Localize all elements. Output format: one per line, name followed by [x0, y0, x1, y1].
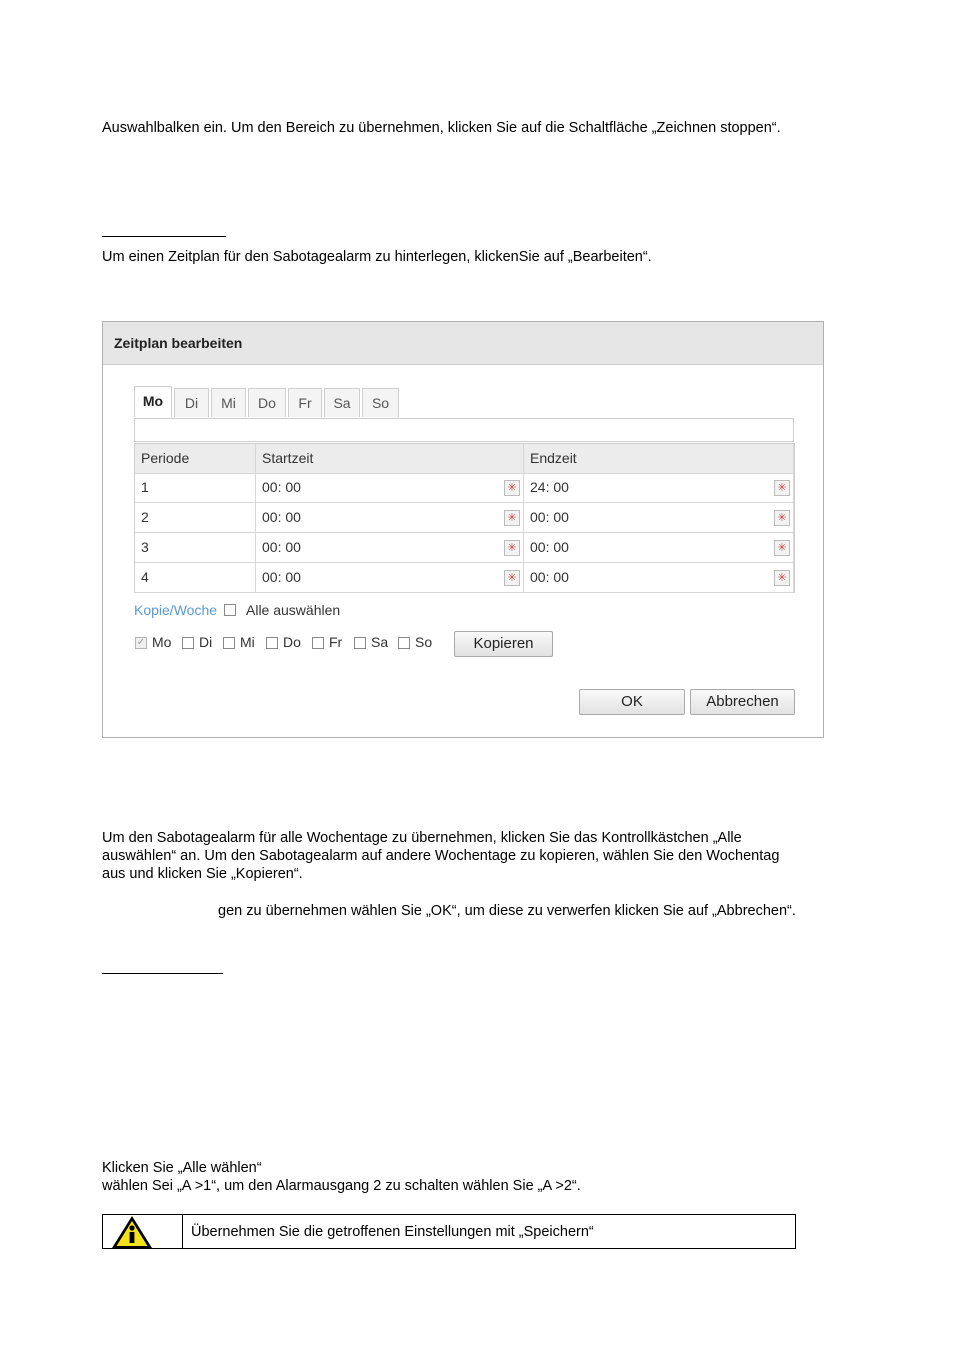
end-time-field[interactable]: 00: 00	[524, 503, 794, 533]
checkbox-label-do: Do	[283, 634, 301, 650]
time-picker-icon[interactable]: ✳	[774, 480, 790, 496]
tab-fr[interactable]: Fr	[288, 388, 322, 417]
paragraph-copy-line2: auswählen“ an. Um den Sabotagealarm auf andere Wochentage zu kopieren, wählen Sie den Wochentag	[102, 848, 780, 864]
cancel-button[interactable]: Abbrechen	[690, 689, 795, 715]
checkbox-label-so: So	[415, 634, 433, 650]
checkbox-label-di: Di	[199, 634, 213, 650]
start-time-field[interactable]: 00: 00	[256, 563, 524, 593]
select-all-checkbox[interactable]	[224, 604, 236, 616]
paragraph-copy-line1: Um den Sabotagealarm für alle Wochentage zu übernehmen, klicken Sie das Kontrollkästchen „Alle	[102, 830, 742, 846]
time-picker-icon[interactable]: ✳	[774, 540, 790, 556]
time-picker-icon[interactable]: ✳	[774, 570, 790, 586]
paragraph-alarm-line2: wählen Sei „A >1“, um den Alarmausgang 2 zu schalten wählen Sie „A >2“.	[102, 1178, 581, 1194]
tab-mi[interactable]: Mi	[211, 388, 246, 417]
tab-panel	[134, 418, 794, 442]
checkbox-do[interactable]	[266, 637, 278, 649]
period-cell: 4	[135, 563, 256, 593]
schedule-table	[134, 443, 795, 593]
end-time-field[interactable]: 00: 00	[524, 533, 794, 563]
select-all-label: Alle auswählen	[246, 602, 341, 618]
time-picker-icon[interactable]: ✳	[504, 570, 520, 586]
info-box	[102, 1214, 796, 1249]
checkbox-sa[interactable]	[354, 637, 366, 649]
time-picker-icon[interactable]: ✳	[774, 510, 790, 526]
checkbox-label-sa: Sa	[371, 634, 389, 650]
column-header-endzeit: Endzeit	[524, 444, 794, 474]
copy-button[interactable]: Kopieren	[454, 631, 553, 657]
copy-week-link[interactable]: Kopie/Woche	[134, 602, 218, 618]
period-cell: 3	[135, 533, 256, 563]
end-time-field[interactable]: 00: 00	[524, 563, 794, 593]
paragraph-alarm-line1: Klicken Sie „Alle wählen“	[102, 1160, 262, 1176]
tab-so[interactable]: So	[362, 388, 399, 417]
schedule-dialog	[102, 321, 824, 738]
tab-do[interactable]: Do	[248, 388, 286, 417]
time-picker-icon[interactable]: ✳	[504, 510, 520, 526]
end-time-field[interactable]: 24: 00	[524, 473, 794, 503]
tab-di[interactable]: Di	[174, 388, 209, 417]
column-header-periode: Periode	[135, 444, 256, 474]
period-cell: 1	[135, 473, 256, 503]
period-cell: 2	[135, 503, 256, 533]
time-picker-icon[interactable]: ✳	[504, 480, 520, 496]
tab-mo[interactable]: Mo	[134, 386, 172, 417]
paragraph-schedule-intro: Um einen Zeitplan für den Sabotagealarm zu hinterlegen, klickenSie auf „Bearbeiten“.	[102, 249, 652, 265]
checkbox-di[interactable]	[182, 637, 194, 649]
dialog-title: Zeitplan bearbeiten	[114, 335, 243, 351]
start-time-field[interactable]: 00: 00	[256, 473, 524, 503]
paragraph-copy-line3: aus und klicken Sie „Kopieren“.	[102, 866, 303, 882]
heading-underline	[102, 236, 226, 237]
start-time-field[interactable]: 00: 00	[256, 533, 524, 563]
info-icon-cell	[103, 1215, 183, 1248]
checkbox-label-fr: Fr	[329, 634, 343, 650]
ok-button[interactable]: OK	[579, 689, 685, 715]
tab-sa[interactable]: Sa	[324, 388, 360, 417]
checkbox-mi[interactable]	[223, 637, 235, 649]
start-time-field[interactable]: 00: 00	[256, 503, 524, 533]
paragraph-ok-cancel: gen zu übernehmen wählen Sie „OK“, um diese zu verwerfen klicken Sie auf „Abbrechen“.	[218, 903, 796, 919]
checkbox-mo[interactable]: ✓	[136, 637, 146, 648]
checkbox-label-mi: Mi	[240, 634, 255, 650]
checkbox-label-mo: Mo	[152, 634, 172, 650]
info-text: Übernehmen Sie die getroffenen Einstellungen mit „Speichern“	[191, 1224, 594, 1240]
column-header-startzeit: Startzeit	[256, 444, 524, 474]
checkbox-fr[interactable]	[312, 637, 324, 649]
dialog-header	[103, 322, 823, 365]
warning-icon	[110, 1214, 154, 1250]
time-picker-icon[interactable]: ✳	[504, 540, 520, 556]
paragraph-draw-area: Auswahlbalken ein. Um den Bereich zu übernehmen, klicken Sie auf die Schaltfläche „Zeichnen stoppen“.	[102, 120, 781, 136]
checkbox-so[interactable]	[398, 637, 410, 649]
heading-underline-2	[102, 973, 223, 974]
